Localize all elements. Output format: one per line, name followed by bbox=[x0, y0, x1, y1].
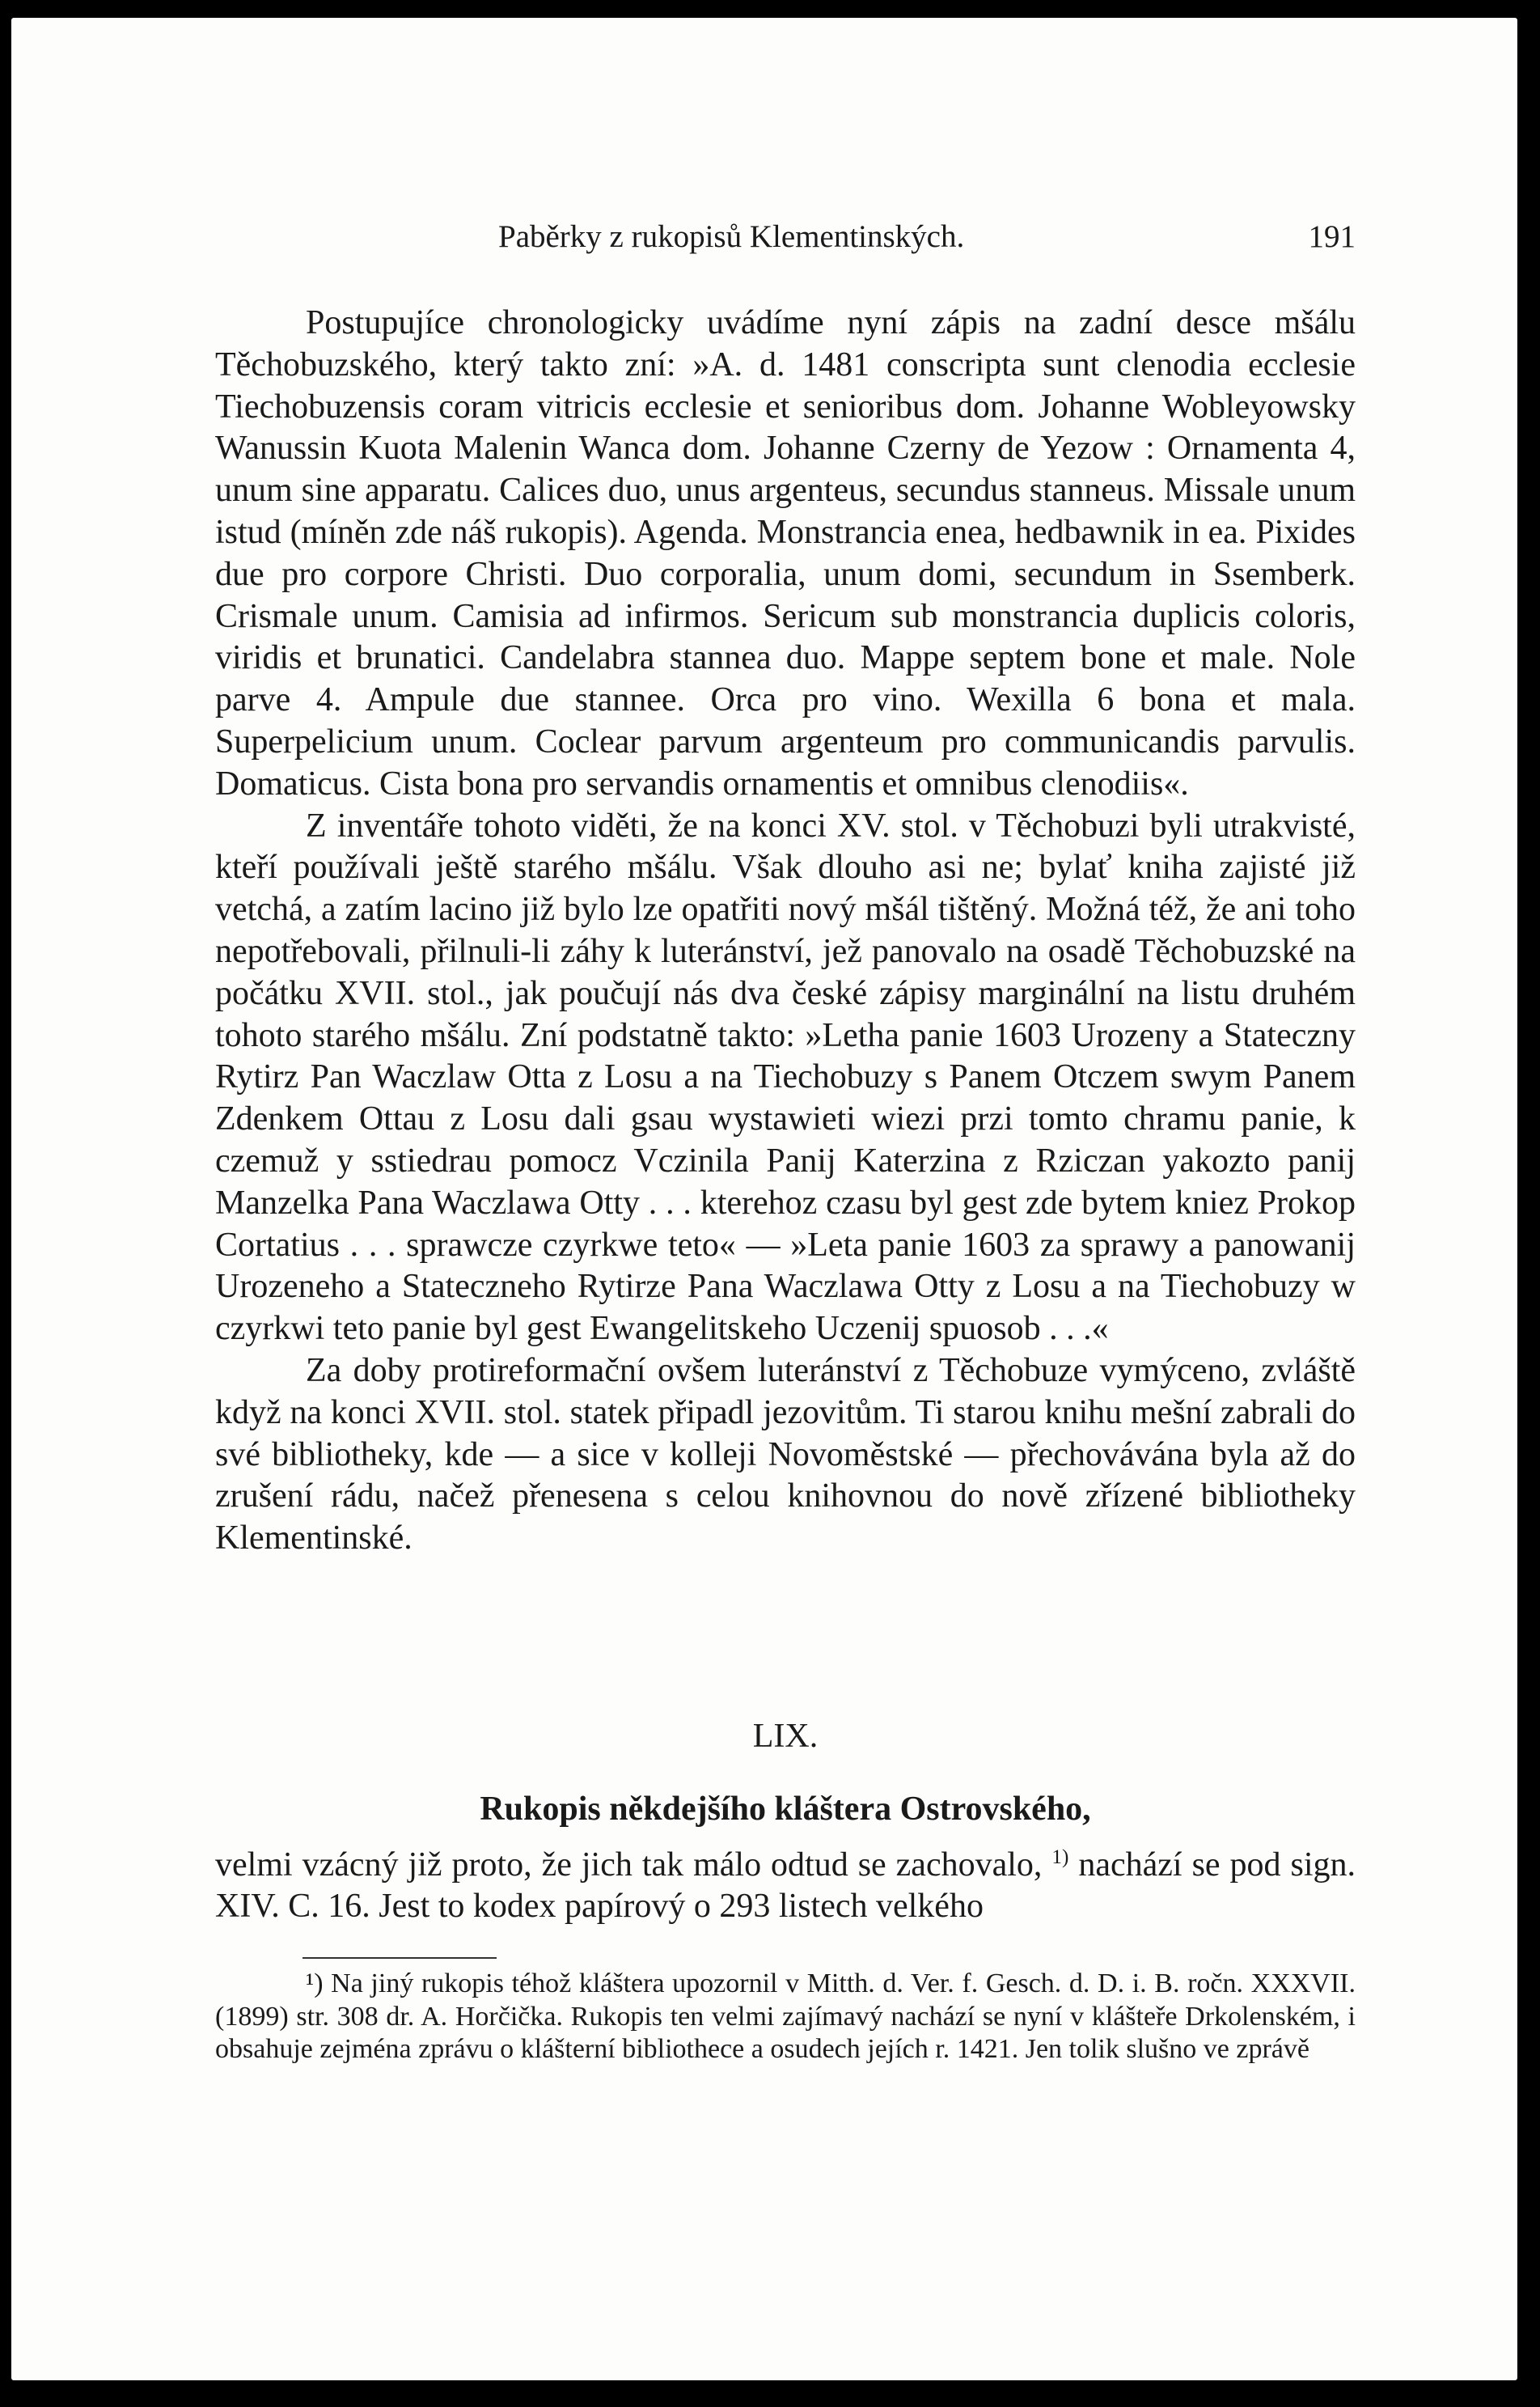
footnote-text: Na jiný rukopis téhož kláštera upozornil v Mitth. d. Ver. f. Gesch. d. D. i. B. ročn. XXXVII. (1899) str. 308 dr. A. Horčička. Rukopis ten velmi zajímavý nachází se nyní v klášteře Drkolenském, i obsahuje zejména zprávu o klášterní bibliothece a osudech jejích r. 1421. Jen tolik slušno ve zprávě bbox=[215, 1968, 1356, 2064]
running-head-title: Paběrky z rukopisů Klementinských. bbox=[498, 219, 965, 254]
paragraph-inventory: Postupujíce chronologicky uvádíme nyní zápis na zadní desce mšálu Těchobuzského, který takto zní: »A. d. 1481 conscripta sunt clenodia ecclesie Tiechobuzensis coram vitricis ecclesie et senioribus dom. Johanne Wobleyowsky Wanussin Kuota Malenin Wanca dom. Johanne Czerny de Yezow : Ornamenta 4, unum sine apparatu. Calices duo, unus argenteus, secundus stanneus. Missale unum istud (míněn zde náš rukopis). Agenda. Monstrancia enea, hedbawnik in ea. Pixides due pro corpore Christi. Duo corporalia, unum domi, secundum in Ssemberk. Crismale unum. Camisia ad infirmos. Sericum sub monstrancia duplicis coloris, viridis et brunatici. Candelabra stannea duo. Mappe septem bone et male. Nole parve 4. Ampule due stannee. Orca pro vino. Wexilla 6 bona et mala. Superpelicium unum. Coclear parvum argenteum pro communicandis parvulis. Domaticus. Cista bona pro servandis ornamentis et omnibus clenodiis«. bbox=[215, 304, 1356, 803]
section-number: LIX. bbox=[752, 1718, 819, 1755]
footnote bbox=[215, 1968, 1356, 2066]
paragraph-counter-reformation: Za doby protireformační ovšem luteránství z Těchobuze vymýceno, zvláště když na konci XVII. stol. statek připadl jezovitům. Ti starou knihu mešní zabrali do své bibliotheky, kde — a sice v kolleji Novoměstské — přechovávána byla až do zrušení rádu, načež přenesena s celou knihovnou do nově zřízené bibliotheky Klementinské. bbox=[215, 1351, 1356, 1557]
footnote-mark: ¹) bbox=[306, 1968, 324, 1998]
section-text-after-note: nachází se pod sign. XIV. C. 16. Jest to kodex papírový o 293 listech velkého bbox=[215, 1846, 1356, 1925]
page-number: 191 bbox=[1308, 219, 1356, 254]
section-title: Rukopis někdejšího kláštera Ostrovského, bbox=[480, 1790, 1091, 1828]
section-paragraph bbox=[215, 1845, 1356, 1927]
section-text-before-note: velmi vzácný již proto, že jich tak málo odtud se zachovalo, bbox=[215, 1846, 1043, 1884]
paragraph-utraquists: Z inventáře tohoto viděti, že na konci XV. stol. v Těchobuzi byli utrakvisté, kteří používali ještě starého mšálu. Však dlouho asi ne; bylať kniha zajisté již vetchá, a zatím lacino již bylo lze opatřiti nový mšál tištěný. Možná též, že ani toho nepotřebovali, přilnuli-li záhy k luteránství, jež panovalo na osadě Těchobuzské na počátku XVII. stol., jak poučují nás dva české zápisy marginální na listu druhém tohoto starého mšálu. Zní podstatně takto: »Letha panie 1603 Urozeny a Stateczny Rytirz Pan Waczlaw Otta z Losu a na Tiechobuzy s Panem Otczem swym Panem Zdenkem Ottau z Losu dali gsau wystawieti wiezi przi tomto chramu panie, k czemuž y sstiedrau pomocz Vczinila Panij Katerzina z Rziczan yakozto panij Manzelka Pana Waczlawa Otty . . . kterehoz czasu byl gest zde bytem kniez Prokop Cortatius . . . sprawcze czyrkwe teto« — »Leta panie 1603 za sprawy a panowanij Urozeneho a Stateczneho Rytirze Pana Waczlawa Otty z Losu a na Tiechobuzy w czyrkwi teto panie byl gest Ewangelitskeho Uczenij spuosob . . .« bbox=[215, 807, 1356, 1348]
main-text bbox=[215, 303, 1356, 1560]
section-text bbox=[215, 1845, 1356, 1927]
running-head bbox=[215, 218, 1356, 259]
footnote-divider bbox=[302, 1957, 497, 1959]
footnote-reference: 1) bbox=[1051, 1846, 1069, 1868]
book-page bbox=[11, 18, 1517, 2380]
